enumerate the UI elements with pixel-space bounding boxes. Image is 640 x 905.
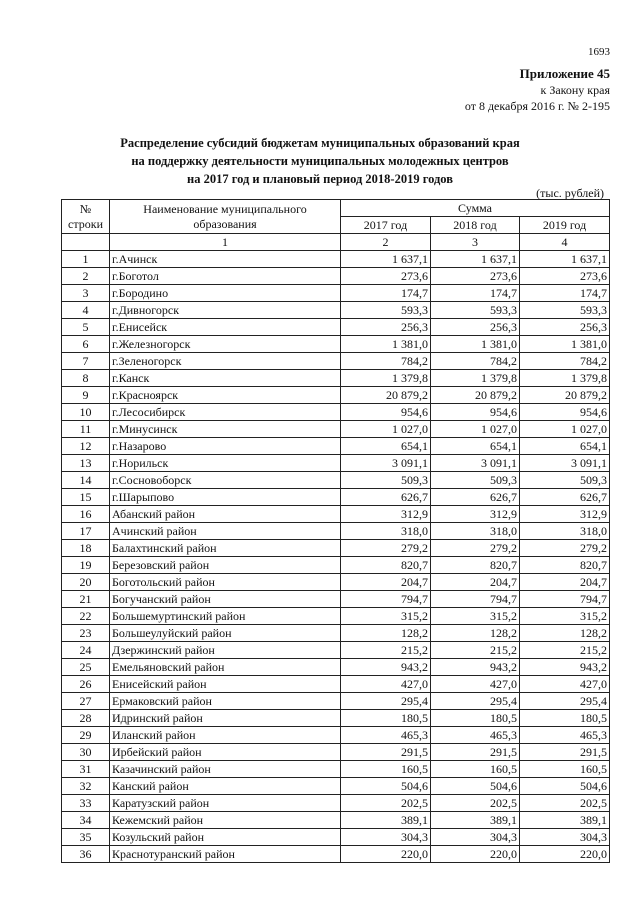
value-2017-cell: 20 879,2 [341, 387, 431, 404]
table-row [62, 591, 610, 608]
municipality-name-cell: г.Ачинск [110, 251, 341, 268]
table-row [62, 268, 610, 285]
table-row [62, 302, 610, 319]
value-2018-cell: 256,3 [431, 319, 520, 336]
row-number-cell: 10 [62, 404, 110, 421]
row-number-cell: 24 [62, 642, 110, 659]
table-row [62, 421, 610, 438]
value-2018-cell: 291,5 [431, 744, 520, 761]
table-row [62, 676, 610, 693]
municipality-name-cell: г.Минусинск [110, 421, 341, 438]
value-2018-cell: 202,5 [431, 795, 520, 812]
table-row [62, 642, 610, 659]
value-2018-cell: 626,7 [431, 489, 520, 506]
table-row [62, 557, 610, 574]
table-row [62, 540, 610, 557]
value-2017-cell: 291,5 [341, 744, 431, 761]
value-2019-cell: 128,2 [520, 625, 610, 642]
row-number-cell: 2 [62, 268, 110, 285]
row-number-cell: 3 [62, 285, 110, 302]
row-number-cell: 7 [62, 353, 110, 370]
municipality-name-cell: Большемуртинский район [110, 608, 341, 625]
municipality-name-cell: Енисейский район [110, 676, 341, 693]
value-2017-cell: 626,7 [341, 489, 431, 506]
value-2018-cell: 465,3 [431, 727, 520, 744]
value-2018-cell: 1 027,0 [431, 421, 520, 438]
value-2019-cell: 654,1 [520, 438, 610, 455]
value-2017-cell: 509,3 [341, 472, 431, 489]
subsidy-table [61, 199, 610, 863]
row-number-cell: 32 [62, 778, 110, 795]
row-number-cell: 27 [62, 693, 110, 710]
value-2017-cell: 943,2 [341, 659, 431, 676]
row-number-cell: 33 [62, 795, 110, 812]
municipality-name-cell: г.Шарыпово [110, 489, 341, 506]
row-number-cell: 28 [62, 710, 110, 727]
value-2017-cell: 160,5 [341, 761, 431, 778]
table-row [62, 319, 610, 336]
municipality-name-cell: Ирбейский район [110, 744, 341, 761]
table-row [62, 829, 610, 846]
row-number-cell: 35 [62, 829, 110, 846]
row-number-cell: 15 [62, 489, 110, 506]
municipality-name-cell: Кежемский район [110, 812, 341, 829]
document-title-line-1: Распределение субсидий бюджетам муниципальных образований края [120, 136, 520, 150]
municipality-name-cell: Богучанский район [110, 591, 341, 608]
value-2017-cell: 128,2 [341, 625, 431, 642]
value-2019-cell: 220,0 [520, 846, 610, 863]
appendix-law-reference: к Закону края [540, 83, 610, 97]
value-2017-cell: 304,3 [341, 829, 431, 846]
value-2018-cell: 215,2 [431, 642, 520, 659]
value-2017-cell: 180,5 [341, 710, 431, 727]
municipality-name-cell: г.Красноярск [110, 387, 341, 404]
municipality-name-cell: Канский район [110, 778, 341, 795]
value-2019-cell: 273,6 [520, 268, 610, 285]
value-2019-cell: 1 379,8 [520, 370, 610, 387]
row-number-cell: 23 [62, 625, 110, 642]
value-2017-cell: 427,0 [341, 676, 431, 693]
value-2019-cell: 279,2 [520, 540, 610, 557]
value-2018-cell: 273,6 [431, 268, 520, 285]
municipality-name-cell: Абанский район [110, 506, 341, 523]
municipality-name-cell: г.Канск [110, 370, 341, 387]
page-number: 1693 [588, 46, 610, 58]
value-2017-cell: 954,6 [341, 404, 431, 421]
value-2017-cell: 256,3 [341, 319, 431, 336]
table-row [62, 795, 610, 812]
municipality-name-cell: Ачинский район [110, 523, 341, 540]
table-row [62, 523, 610, 540]
municipality-name-cell: г.Лесосибирск [110, 404, 341, 421]
value-2017-cell: 174,7 [341, 285, 431, 302]
value-2018-cell: 3 091,1 [431, 455, 520, 472]
value-2018-cell: 304,3 [431, 829, 520, 846]
column-number-4: 4 [520, 234, 610, 251]
value-2017-cell: 465,3 [341, 727, 431, 744]
appendix-block [465, 66, 610, 114]
document-title-line-2: на поддержку деятельности муниципальных молодежных центров [131, 154, 509, 168]
row-number-cell: 16 [62, 506, 110, 523]
value-2019-cell: 954,6 [520, 404, 610, 421]
value-2018-cell: 1 381,0 [431, 336, 520, 353]
value-2019-cell: 3 091,1 [520, 455, 610, 472]
appendix-law-date: от 8 декабря 2016 г. № 2-195 [464, 99, 610, 113]
value-2017-cell: 654,1 [341, 438, 431, 455]
municipality-name-cell: Идринский район [110, 710, 341, 727]
table-row [62, 710, 610, 727]
table-row [62, 625, 610, 642]
header-sum: Сумма [341, 200, 610, 217]
value-2017-cell: 318,0 [341, 523, 431, 540]
table-row [62, 370, 610, 387]
row-number-cell: 11 [62, 421, 110, 438]
value-2019-cell: 304,3 [520, 829, 610, 846]
row-number-cell: 13 [62, 455, 110, 472]
municipality-name-cell: Козульский район [110, 829, 341, 846]
row-number-cell: 31 [62, 761, 110, 778]
value-2019-cell: 1 027,0 [520, 421, 610, 438]
column-number-empty [62, 234, 110, 251]
value-2017-cell: 295,4 [341, 693, 431, 710]
value-2017-cell: 820,7 [341, 557, 431, 574]
table-row [62, 744, 610, 761]
value-2017-cell: 389,1 [341, 812, 431, 829]
value-2019-cell: 794,7 [520, 591, 610, 608]
document-title [0, 134, 640, 188]
row-number-cell: 20 [62, 574, 110, 591]
value-2018-cell: 318,0 [431, 523, 520, 540]
value-2018-cell: 160,5 [431, 761, 520, 778]
row-number-cell: 22 [62, 608, 110, 625]
municipality-name-cell: Березовский район [110, 557, 341, 574]
value-2019-cell: 295,4 [520, 693, 610, 710]
value-2018-cell: 504,6 [431, 778, 520, 795]
header-year-2017: 2017 год [341, 217, 431, 234]
value-2019-cell: 315,2 [520, 608, 610, 625]
table-row [62, 608, 610, 625]
value-2018-cell: 654,1 [431, 438, 520, 455]
municipality-name-cell: г.Боготол [110, 268, 341, 285]
value-2019-cell: 256,3 [520, 319, 610, 336]
municipality-name-cell: г.Назарово [110, 438, 341, 455]
table-row [62, 455, 610, 472]
value-2019-cell: 389,1 [520, 812, 610, 829]
value-2017-cell: 504,6 [341, 778, 431, 795]
value-2019-cell: 204,7 [520, 574, 610, 591]
value-2018-cell: 312,9 [431, 506, 520, 523]
value-2018-cell: 794,7 [431, 591, 520, 608]
municipality-name-cell: г.Зеленогорск [110, 353, 341, 370]
value-2017-cell: 784,2 [341, 353, 431, 370]
row-number-cell: 1 [62, 251, 110, 268]
municipality-name-cell: Балахтинский район [110, 540, 341, 557]
value-2017-cell: 215,2 [341, 642, 431, 659]
table-row [62, 761, 610, 778]
value-2019-cell: 626,7 [520, 489, 610, 506]
row-number-cell: 30 [62, 744, 110, 761]
value-2017-cell: 312,9 [341, 506, 431, 523]
row-number-cell: 17 [62, 523, 110, 540]
value-2017-cell: 3 091,1 [341, 455, 431, 472]
value-2018-cell: 128,2 [431, 625, 520, 642]
municipality-name-cell: г.Сосновоборск [110, 472, 341, 489]
value-2019-cell: 943,2 [520, 659, 610, 676]
column-number-3: 3 [431, 234, 520, 251]
table-row [62, 778, 610, 795]
value-2019-cell: 291,5 [520, 744, 610, 761]
value-2017-cell: 202,5 [341, 795, 431, 812]
value-2018-cell: 593,3 [431, 302, 520, 319]
table-row [62, 472, 610, 489]
value-2019-cell: 465,3 [520, 727, 610, 744]
value-2019-cell: 202,5 [520, 795, 610, 812]
table-row [62, 506, 610, 523]
municipality-name-cell: Ермаковский район [110, 693, 341, 710]
value-2017-cell: 1 637,1 [341, 251, 431, 268]
table-row [62, 574, 610, 591]
value-2019-cell: 504,6 [520, 778, 610, 795]
row-number-cell: 5 [62, 319, 110, 336]
table-row [62, 251, 610, 268]
value-2019-cell: 318,0 [520, 523, 610, 540]
value-2018-cell: 784,2 [431, 353, 520, 370]
value-2019-cell: 1 381,0 [520, 336, 610, 353]
value-2019-cell: 215,2 [520, 642, 610, 659]
row-number-cell: 26 [62, 676, 110, 693]
municipality-name-cell: г.Енисейск [110, 319, 341, 336]
unit-label: (тыс. рублей) [536, 186, 604, 200]
value-2018-cell: 1 637,1 [431, 251, 520, 268]
value-2017-cell: 279,2 [341, 540, 431, 557]
row-number-cell: 19 [62, 557, 110, 574]
row-number-cell: 8 [62, 370, 110, 387]
municipality-name-cell: Каратузский район [110, 795, 341, 812]
table-row [62, 438, 610, 455]
table-row [62, 659, 610, 676]
row-number-cell: 34 [62, 812, 110, 829]
row-number-cell: 18 [62, 540, 110, 557]
row-number-cell: 12 [62, 438, 110, 455]
value-2019-cell: 593,3 [520, 302, 610, 319]
header-year-2019: 2019 год [520, 217, 610, 234]
value-2017-cell: 794,7 [341, 591, 431, 608]
table-row [62, 353, 610, 370]
row-number-cell: 4 [62, 302, 110, 319]
column-number-2: 2 [341, 234, 431, 251]
value-2018-cell: 509,3 [431, 472, 520, 489]
value-2018-cell: 279,2 [431, 540, 520, 557]
municipality-name-cell: г.Бородино [110, 285, 341, 302]
table-row [62, 693, 610, 710]
value-2018-cell: 954,6 [431, 404, 520, 421]
value-2019-cell: 312,9 [520, 506, 610, 523]
value-2018-cell: 20 879,2 [431, 387, 520, 404]
value-2019-cell: 1 637,1 [520, 251, 610, 268]
table-row [62, 727, 610, 744]
table-row [62, 489, 610, 506]
document-title-line-3: на 2017 год и плановый период 2018-2019 годов [187, 172, 453, 186]
header-municipality-name: Наименование муниципального образования [110, 200, 341, 234]
row-number-cell: 36 [62, 846, 110, 863]
municipality-name-cell: Емельяновский район [110, 659, 341, 676]
value-2018-cell: 204,7 [431, 574, 520, 591]
value-2019-cell: 20 879,2 [520, 387, 610, 404]
municipality-name-cell: Казачинский район [110, 761, 341, 778]
row-number-cell: 6 [62, 336, 110, 353]
municipality-name-cell: Иланский район [110, 727, 341, 744]
value-2019-cell: 160,5 [520, 761, 610, 778]
value-2019-cell: 180,5 [520, 710, 610, 727]
municipality-name-cell: Краснотуранский район [110, 846, 341, 863]
value-2018-cell: 820,7 [431, 557, 520, 574]
value-2018-cell: 220,0 [431, 846, 520, 863]
value-2019-cell: 427,0 [520, 676, 610, 693]
row-number-cell: 14 [62, 472, 110, 489]
table-row [62, 404, 610, 421]
value-2017-cell: 273,6 [341, 268, 431, 285]
row-number-cell: 21 [62, 591, 110, 608]
table-row [62, 336, 610, 353]
value-2017-cell: 220,0 [341, 846, 431, 863]
row-number-cell: 9 [62, 387, 110, 404]
appendix-title: Приложение 45 [519, 66, 610, 81]
value-2018-cell: 427,0 [431, 676, 520, 693]
row-number-cell: 25 [62, 659, 110, 676]
municipality-name-cell: Дзержинский район [110, 642, 341, 659]
table-row [62, 812, 610, 829]
value-2019-cell: 174,7 [520, 285, 610, 302]
column-number-1: 1 [110, 234, 341, 251]
municipality-name-cell: Боготольский район [110, 574, 341, 591]
value-2017-cell: 593,3 [341, 302, 431, 319]
table-body [62, 251, 610, 863]
value-2018-cell: 943,2 [431, 659, 520, 676]
table-row [62, 846, 610, 863]
value-2017-cell: 1 027,0 [341, 421, 431, 438]
row-number-cell: 29 [62, 727, 110, 744]
municipality-name-cell: г.Железногорск [110, 336, 341, 353]
value-2019-cell: 820,7 [520, 557, 610, 574]
value-2018-cell: 1 379,8 [431, 370, 520, 387]
table-row [62, 387, 610, 404]
value-2018-cell: 180,5 [431, 710, 520, 727]
value-2017-cell: 1 379,8 [341, 370, 431, 387]
header-row-number: № строки [62, 200, 110, 234]
value-2019-cell: 784,2 [520, 353, 610, 370]
value-2017-cell: 204,7 [341, 574, 431, 591]
municipality-name-cell: г.Норильск [110, 455, 341, 472]
municipality-name-cell: Большеулуйский район [110, 625, 341, 642]
header-year-2018: 2018 год [431, 217, 520, 234]
table-row [62, 285, 610, 302]
value-2018-cell: 389,1 [431, 812, 520, 829]
value-2018-cell: 315,2 [431, 608, 520, 625]
value-2018-cell: 295,4 [431, 693, 520, 710]
value-2019-cell: 509,3 [520, 472, 610, 489]
value-2017-cell: 1 381,0 [341, 336, 431, 353]
value-2017-cell: 315,2 [341, 608, 431, 625]
municipality-name-cell: г.Дивногорск [110, 302, 341, 319]
value-2018-cell: 174,7 [431, 285, 520, 302]
